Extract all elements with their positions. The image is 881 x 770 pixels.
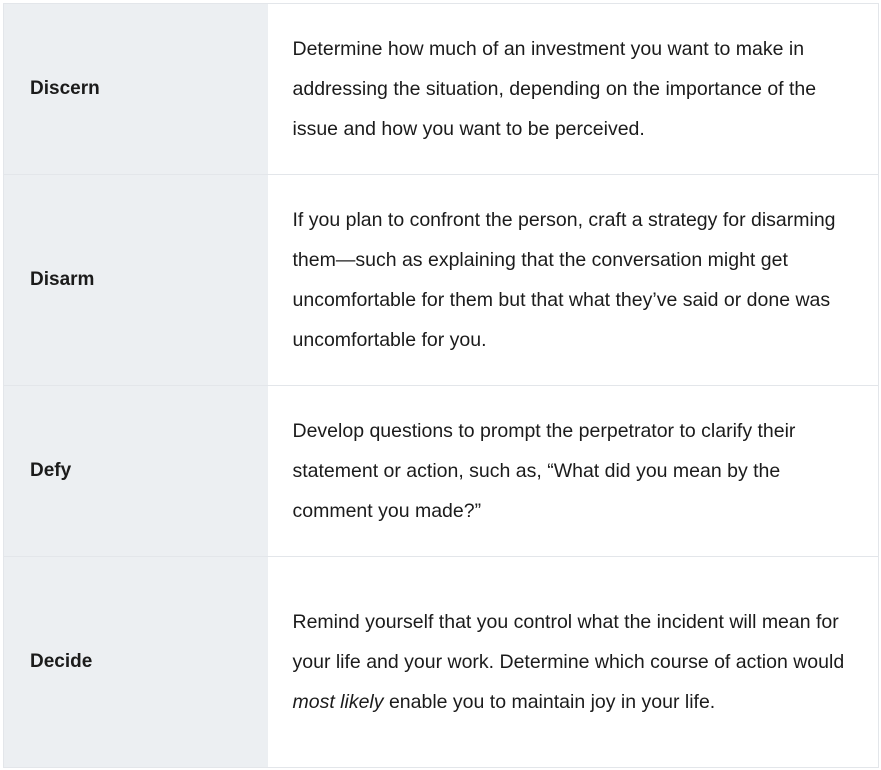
four-d-strategy-table — [3, 3, 879, 768]
definition-cell: If you plan to confront the person, craft a strategy for disarming them—such as explaining that the conversation might get uncomfortable for them but that what they’ve said or done was uncomfortable for you. — [268, 175, 879, 386]
table-row — [4, 386, 879, 557]
table-row — [4, 557, 879, 768]
definition-text: enable you to maintain joy in your life. — [383, 691, 716, 713]
table-row — [4, 175, 879, 386]
table-row — [4, 4, 879, 175]
term-cell: Defy — [4, 386, 268, 557]
term-cell: Discern — [4, 4, 268, 175]
term-cell: Decide — [4, 557, 268, 768]
definition-emphasis: most likely — [292, 691, 384, 713]
definition-text: Remind yourself that you control what the incident will mean for your life and your work. Determine which course of action would — [292, 611, 845, 673]
definition-cell — [268, 557, 879, 768]
definition-cell: Determine how much of an investment you want to make in addressing the situation, depending on the importance of the issue and how you want to be perceived. — [268, 4, 879, 175]
definition-cell: Develop questions to prompt the perpetrator to clarify their statement or action, such as, “What did you mean by the comment you made?” — [268, 386, 879, 557]
term-cell: Disarm — [4, 175, 268, 386]
